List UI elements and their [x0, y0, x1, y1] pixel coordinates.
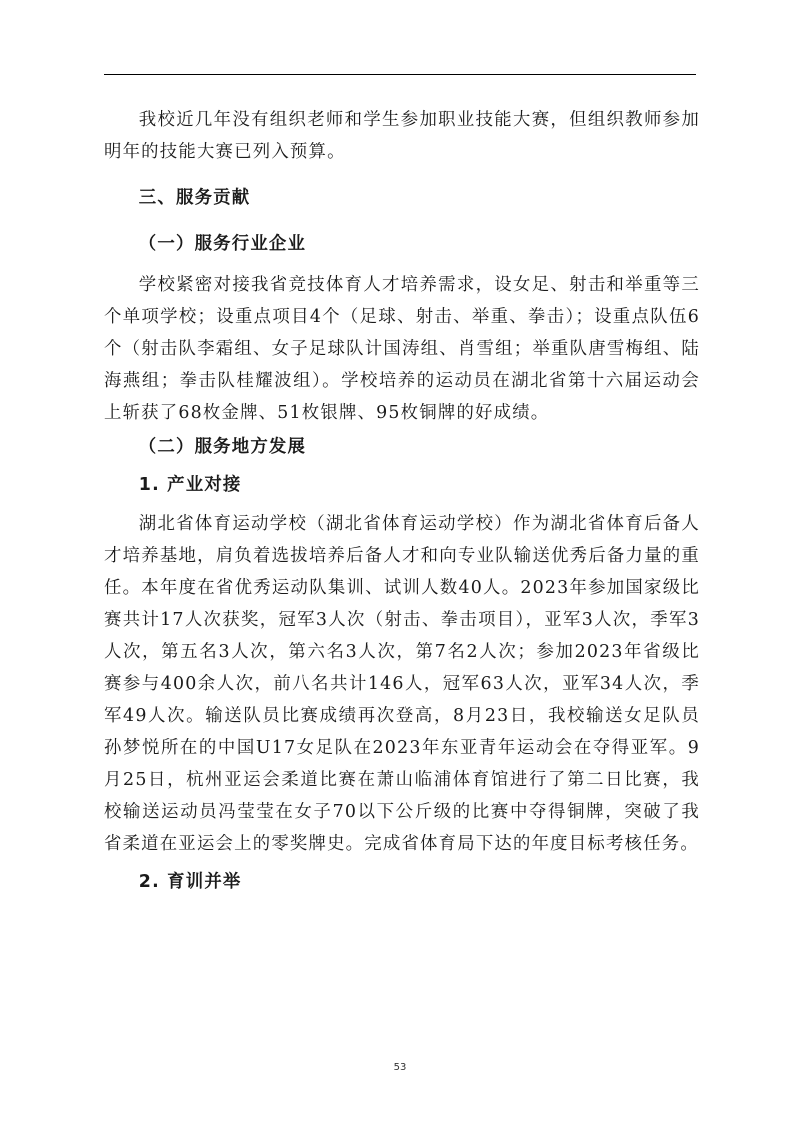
paragraph-intro: 我校近几年没有组织老师和学生参加职业技能大赛，但组织教师参加明年的技能大赛已列入预算。 [104, 110, 700, 162]
item-1-title: 1. 产业对接 [138, 475, 242, 495]
subsection-2-title: （二）服务地方发展 [138, 437, 307, 457]
item-2-title: 2. 育训并举 [138, 872, 242, 892]
document-body [104, 104, 700, 898]
page-number: 53 [393, 1062, 407, 1073]
paragraph-local: 湖北省体育运动学校（湖北省体育运动学校）作为湖北省体育后备人才培养基地，肩负着选拔培养后备人才和向专业队输送优秀后备力量的重任。本年度在省优秀运动队集训、试训人数40人。2023年参加国家级比赛共计17人次获奖，冠军3人次（射击、拳击项目），亚军3人次，季军3人次，第五名3人次，第六名3人次，第7名2人次；参加2023年省级比赛参与400余人次，前八名共计146人，冠军63人次，亚军34人次，季军49人次。输送队员比赛成绩再次登高，8月23日，我校输送女足队员孙梦悦所在的中国U17女足队在2023年东亚青年运动会在夺得亚军。9月25日，杭州亚运会柔道比赛在萧山临浦体育馆进行了第二日比赛，我校输送运动员冯莹莹在女子70以下公斤级的比赛中夺得铜牌，突破了我省柔道在亚运会上的零奖牌史。完成省体育局下达的年度目标考核任务。 [104, 514, 700, 854]
header-rule [104, 74, 696, 75]
subsection-1-title: （一）服务行业企业 [138, 234, 307, 254]
section-title: 三、服务贡献 [138, 188, 251, 208]
paragraph-industry: 学校紧密对接我省竞技体育人才培养需求，设女足、射击和举重等三个单项学校；设重点项目4个（足球、射击、举重、拳击）；设重点队伍6个（射击队李霜组、女子足球队计国涛组、肖雪组；举重队唐雪梅组、陆海燕组；拳击队桂耀波组）。学校培养的运动员在湖北省第十六届运动会上斩获了68枚金牌、51枚银牌、95枚铜牌的好成绩。 [104, 275, 700, 423]
